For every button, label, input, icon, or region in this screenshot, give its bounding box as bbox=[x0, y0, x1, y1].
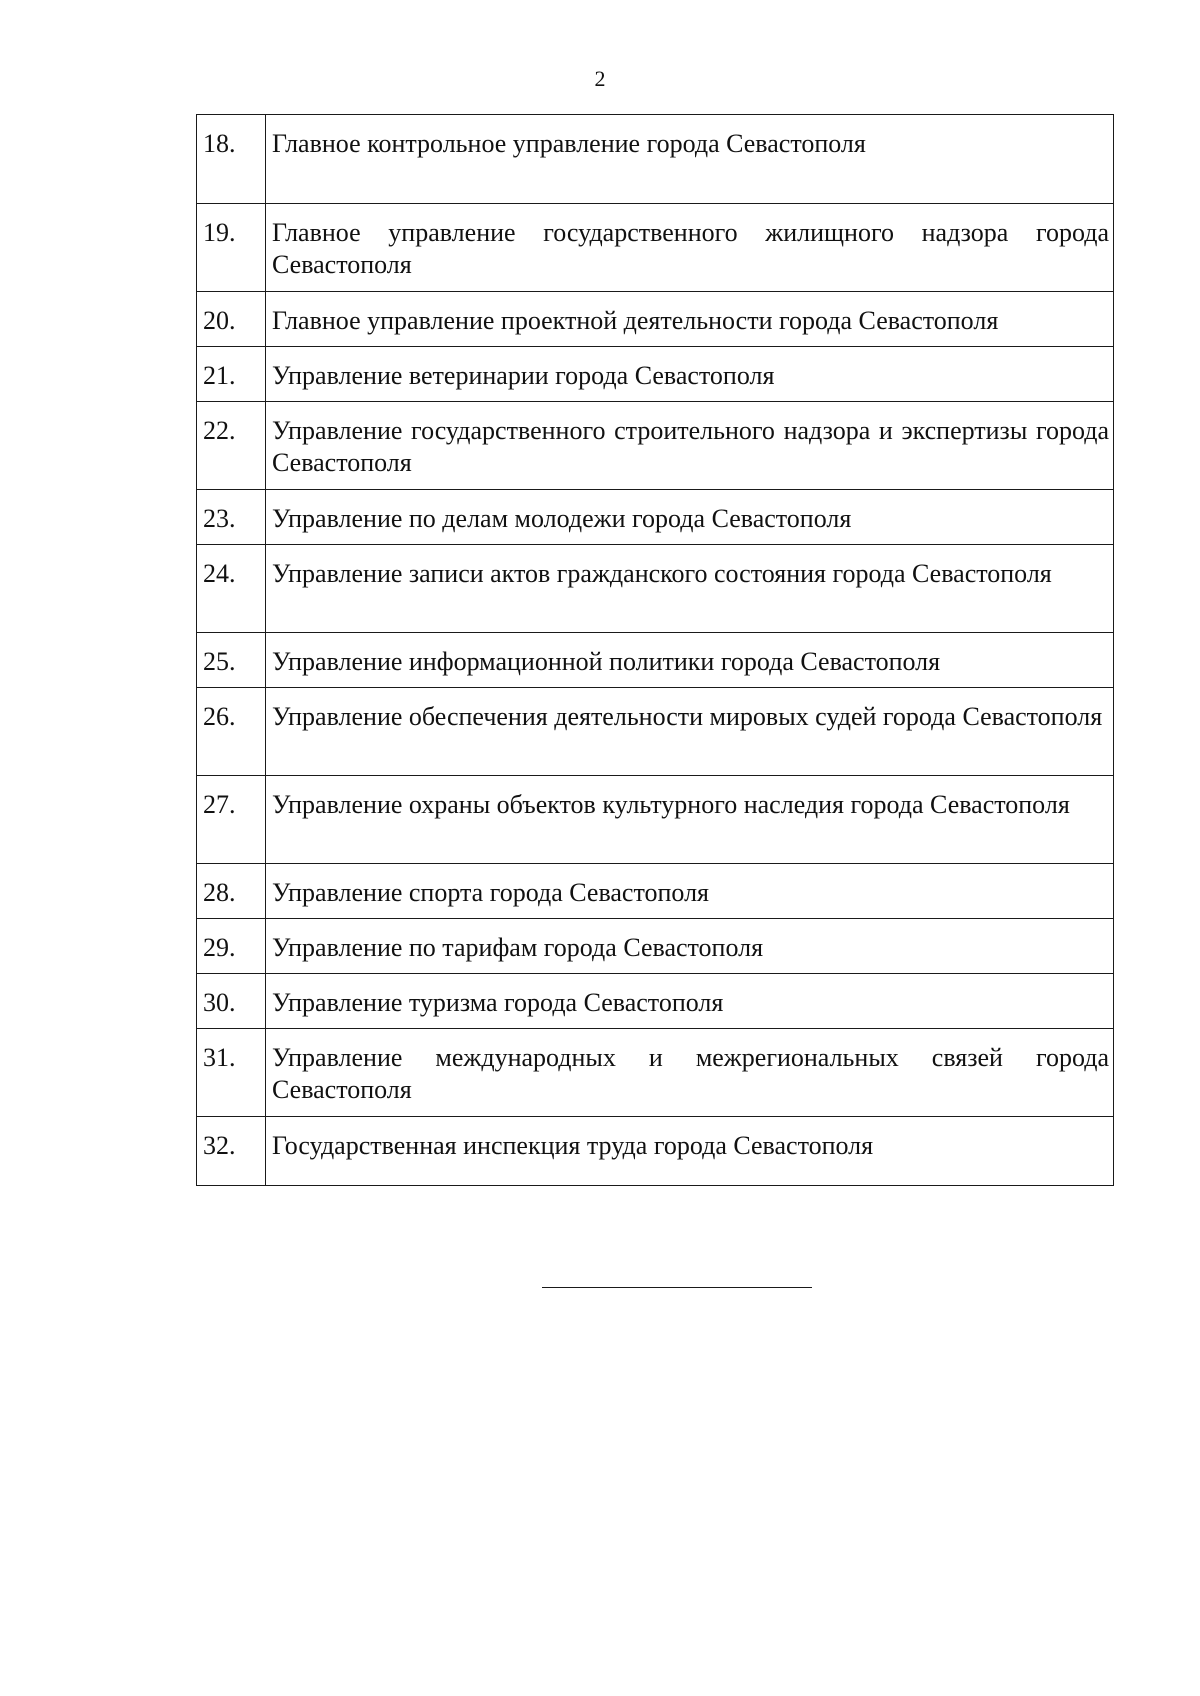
row-agency-name: Управление спорта города Севастополя bbox=[266, 864, 1114, 919]
table-row bbox=[197, 204, 1114, 292]
row-agency-name: Управление по тарифам города Севастополя bbox=[266, 919, 1114, 974]
table-row bbox=[197, 776, 1114, 864]
table-row bbox=[197, 115, 1114, 204]
table-row bbox=[197, 545, 1114, 633]
row-number: 24. bbox=[197, 545, 266, 633]
table-row bbox=[197, 974, 1114, 1029]
table-row bbox=[197, 1117, 1114, 1186]
table-row bbox=[197, 633, 1114, 688]
row-number: 32. bbox=[197, 1117, 266, 1186]
row-agency-name: Управление записи актов гражданского состояния города Севастополя bbox=[266, 545, 1114, 633]
row-number: 28. bbox=[197, 864, 266, 919]
row-number: 25. bbox=[197, 633, 266, 688]
row-agency-name: Управление туризма города Севастополя bbox=[266, 974, 1114, 1029]
row-agency-name: Управление государственного строительного надзора и экспертизы города Севастополя bbox=[266, 402, 1114, 490]
table-row bbox=[197, 1029, 1114, 1117]
row-agency-name: Государственная инспекция труда города Севастополя bbox=[266, 1117, 1114, 1186]
row-agency-name: Управление охраны объектов культурного наследия города Севастополя bbox=[266, 776, 1114, 864]
table-row bbox=[197, 688, 1114, 776]
row-agency-name: Управление информационной политики города Севастополя bbox=[266, 633, 1114, 688]
table-row bbox=[197, 292, 1114, 347]
row-agency-name: Управление международных и межрегиональных связей города Севастополя bbox=[266, 1029, 1114, 1117]
row-number: 18. bbox=[197, 115, 266, 204]
row-number: 31. bbox=[197, 1029, 266, 1117]
table-row bbox=[197, 919, 1114, 974]
row-number: 30. bbox=[197, 974, 266, 1029]
row-number: 23. bbox=[197, 490, 266, 545]
row-agency-name: Управление ветеринарии города Севастополя bbox=[266, 347, 1114, 402]
row-agency-name: Главное управление государственного жилищного надзора города Севастополя bbox=[266, 204, 1114, 292]
row-number: 20. bbox=[197, 292, 266, 347]
row-number: 27. bbox=[197, 776, 266, 864]
page-number: 2 bbox=[594, 66, 606, 91]
row-number: 21. bbox=[197, 347, 266, 402]
row-number: 29. bbox=[197, 919, 266, 974]
row-number: 26. bbox=[197, 688, 266, 776]
row-number: 22. bbox=[197, 402, 266, 490]
table-row bbox=[197, 347, 1114, 402]
table-row bbox=[197, 864, 1114, 919]
table-row bbox=[197, 402, 1114, 490]
row-agency-name: Управление по делам молодежи города Севастополя bbox=[266, 490, 1114, 545]
table-row bbox=[197, 490, 1114, 545]
row-number: 19. bbox=[197, 204, 266, 292]
end-separator-line bbox=[542, 1287, 812, 1288]
agencies-table bbox=[196, 114, 1114, 1186]
row-agency-name: Главное управление проектной деятельности города Севастополя bbox=[266, 292, 1114, 347]
row-agency-name: Управление обеспечения деятельности мировых судей города Севастополя bbox=[266, 688, 1114, 776]
row-agency-name: Главное контрольное управление города Севастополя bbox=[266, 115, 1114, 204]
